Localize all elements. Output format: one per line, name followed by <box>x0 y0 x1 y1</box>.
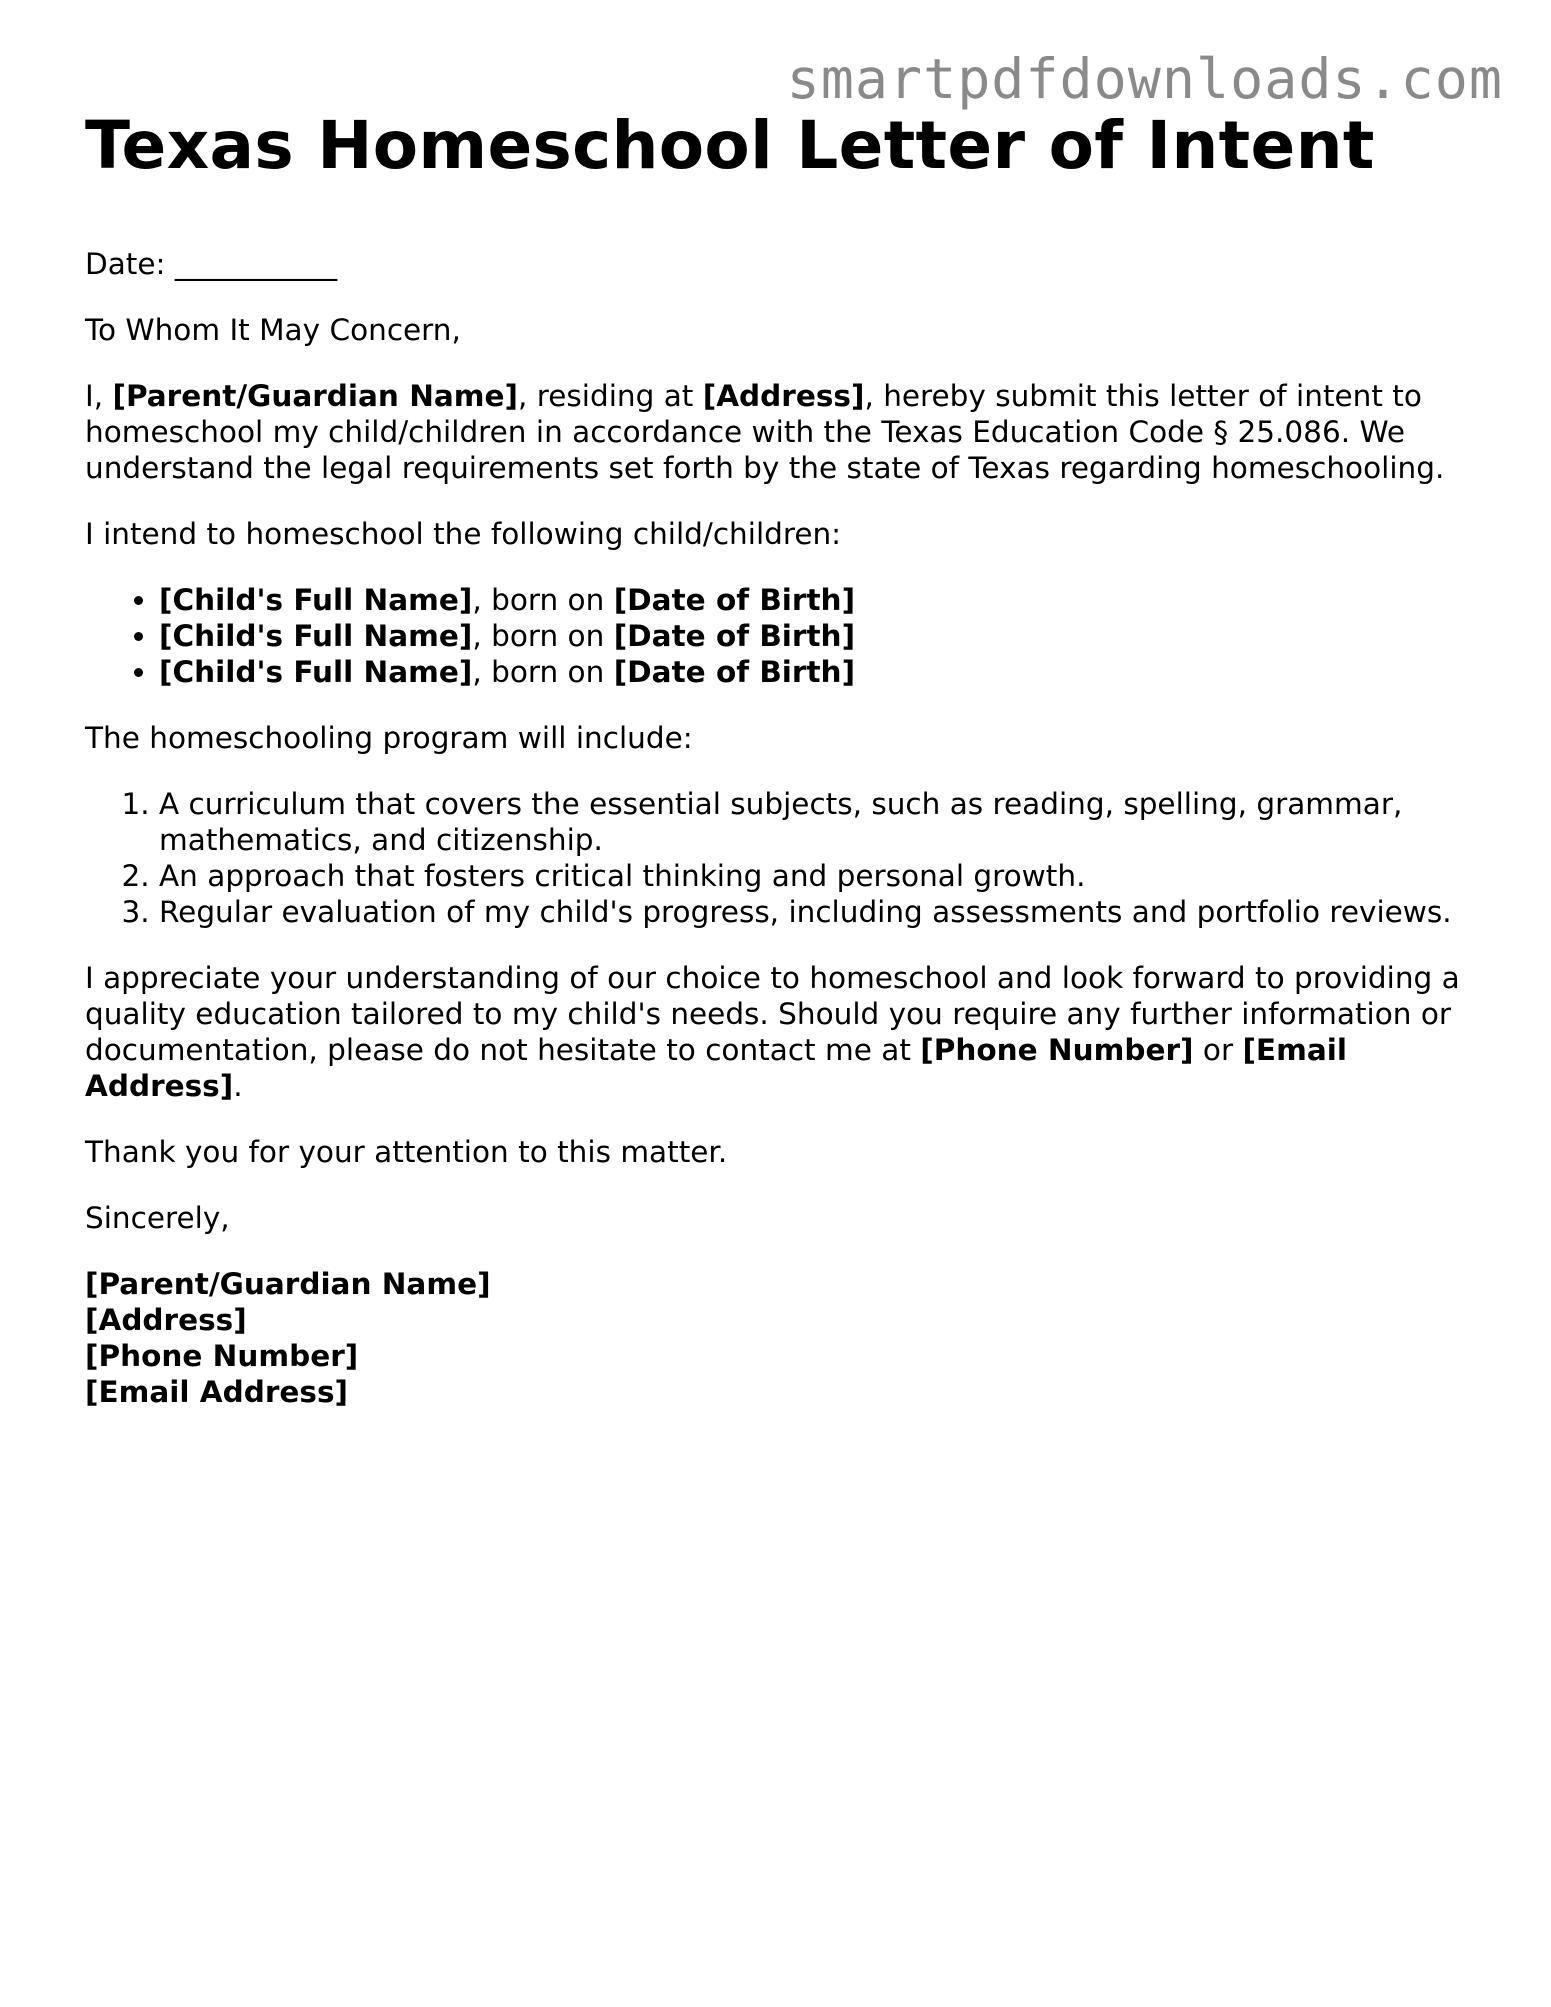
signature-block <box>85 1266 1465 1410</box>
signature-name: [Parent/Guardian Name] <box>85 1266 491 1301</box>
address-placeholder: [Address] <box>702 378 865 413</box>
child-name-placeholder: [Child's Full Name] <box>159 582 473 617</box>
list-item: 1. A curriculum that covers the essential subjects, such as reading, spelling, grammar, mathematics, and citizenship. <box>159 786 1465 858</box>
born-on-text: , born on <box>472 582 614 617</box>
signature-phone: [Phone Number] <box>85 1338 359 1373</box>
list-item: 3. Regular evaluation of my child's progress, including assessments and portfolio reviews. <box>159 894 1465 930</box>
watermark: smartpdfdownloads.com <box>786 47 1503 111</box>
born-on-text: , born on <box>472 618 614 653</box>
child-name-placeholder: [Child's Full Name] <box>159 654 473 689</box>
thanks-line: Thank you for your attention to this matter. <box>85 1134 728 1169</box>
dob-placeholder: [Date of Birth] <box>613 618 856 653</box>
program-intro: The homeschooling program will include: <box>85 720 693 755</box>
program-list <box>85 786 1465 930</box>
children-intro: I intend to homeschool the following child/children: <box>85 516 842 551</box>
parent-name-placeholder: [Parent/Guardian Name] <box>112 378 519 413</box>
intro-mid: , residing at <box>518 378 703 413</box>
born-on-text: , born on <box>472 654 614 689</box>
child-name-placeholder: [Child's Full Name] <box>159 618 473 653</box>
salutation: To Whom It May Concern, <box>85 312 461 347</box>
signature-email: [Email Address] <box>85 1374 348 1409</box>
date-blank: ___________ <box>174 246 338 281</box>
phone-placeholder: [Phone Number] <box>920 1032 1194 1067</box>
dob-placeholder: [Date of Birth] <box>613 654 856 689</box>
list-item <box>159 618 1465 654</box>
closing-paragraph <box>85 960 1465 1104</box>
sign-off: Sincerely, <box>85 1200 230 1235</box>
letter-document <box>85 108 1465 1410</box>
intro-prefix: I, <box>85 378 113 413</box>
or-text: or <box>1193 1032 1243 1067</box>
children-list <box>85 582 1465 690</box>
list-item <box>159 582 1465 618</box>
intro-paragraph <box>85 378 1465 486</box>
dob-placeholder: [Date of Birth] <box>613 582 856 617</box>
list-item: 2. An approach that fosters critical thinking and personal growth. <box>159 858 1465 894</box>
intro-rest: , hereby submit this letter of intent to homeschool my child/children in accordance with the Texas Education Code § 25.086. We understand the legal requirements set forth by the state of Texas regarding homeschooling. <box>85 378 1445 485</box>
list-item <box>159 654 1465 690</box>
signature-address: [Address] <box>85 1302 247 1337</box>
page-title: Texas Homeschool Letter of Intent <box>85 107 1375 184</box>
date-label: Date: <box>85 246 166 281</box>
closing-period: . <box>233 1068 243 1103</box>
email-placeholder: [Email Address] <box>85 1032 1347 1103</box>
closing-text: I appreciate your understanding of our choice to homeschool and look forward to providing a quality education tailored to my child's needs. Should you require any further information or documentation, please do not hesitate to contact me at <box>85 960 1460 1067</box>
date-line <box>85 246 1465 282</box>
